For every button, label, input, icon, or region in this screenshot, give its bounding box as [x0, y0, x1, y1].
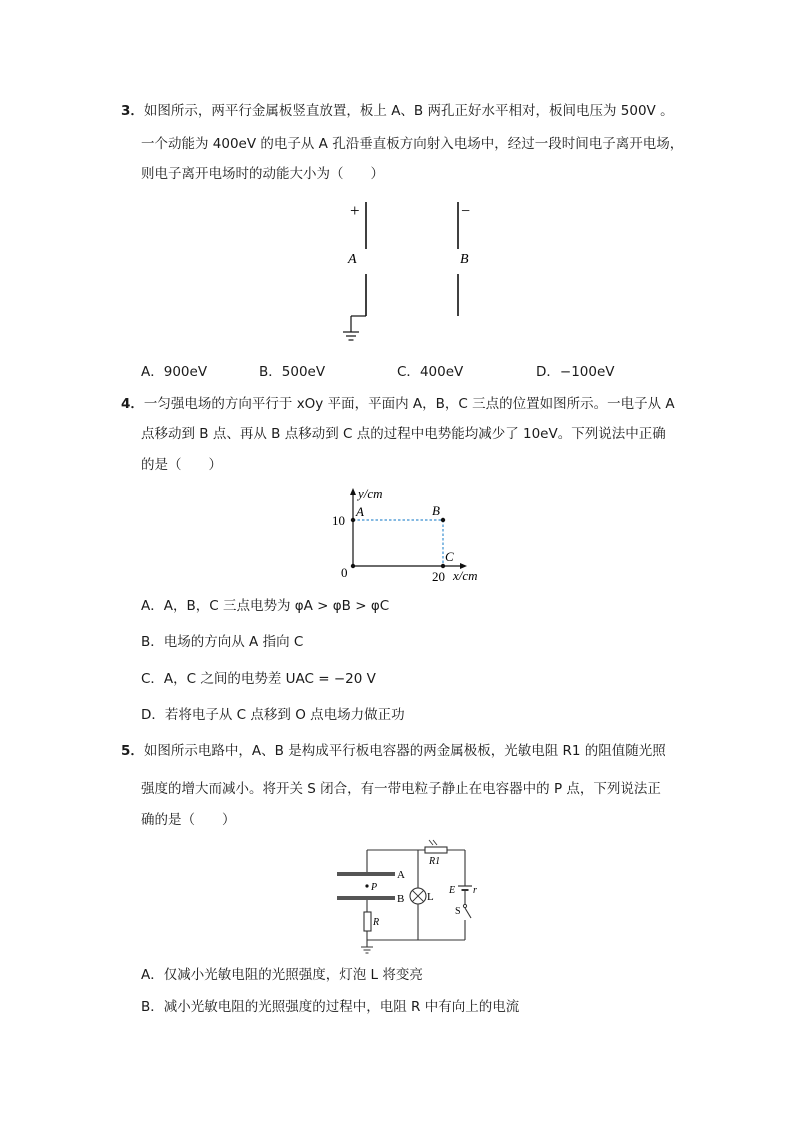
q4-origin-label: 0 — [341, 565, 348, 580]
q4-point-o — [351, 564, 355, 568]
q5-option-b-label: B． — [141, 999, 164, 1015]
q5-label-plate-b: B — [397, 893, 405, 905]
q3-minus-sign: − — [461, 203, 471, 220]
q3-option-d-text: −100eV — [559, 364, 615, 380]
q5-resistor-r — [364, 912, 371, 931]
q5-label-r1: R1 — [429, 856, 441, 867]
q5-stem-1: 如图所示电路中，A、B 是构成平行板电容器的两金属极板，光敏电阻 R1 的阻值随光照 — [143, 743, 666, 759]
q4-point-c — [441, 564, 445, 568]
q3-plus-sign: + — [350, 201, 360, 220]
q3-option-b-label: B． — [259, 364, 282, 380]
q4-label-b: B — [432, 503, 440, 518]
q5-line-1 — [121, 741, 666, 761]
q3-option-b-text: 500eV — [281, 364, 326, 380]
q5-option-a-text: 仅减小光敏电阻的光照强度，灯泡 L 将变亮 — [163, 967, 423, 983]
q3-line-3: 则电子离开电场时的动能大小为（ ） — [141, 166, 384, 182]
q5-label-s: S — [455, 906, 461, 917]
q4-option-d[interactable]: D．若将电子从 C 点移到 O 点电场力做正功 — [141, 707, 405, 723]
q5-line-3: 确的是（ ） — [141, 812, 236, 828]
q4-point-b — [441, 518, 445, 522]
q5-option-b[interactable] — [141, 997, 519, 1017]
q5-plate-b — [337, 896, 395, 900]
q3-line-1 — [121, 101, 674, 121]
q3-option-c-text: 400eV — [419, 364, 464, 380]
q5-label-plate-a: A — [397, 869, 405, 881]
q3-option-b[interactable] — [259, 362, 325, 382]
q4-line-3: 的是（ ） — [141, 457, 222, 473]
q5-plate-a — [337, 872, 395, 876]
q4-y-tick-label: 10 — [332, 513, 345, 528]
q3-label-b: B — [460, 252, 469, 267]
q5-option-a[interactable] — [141, 965, 423, 985]
q3-plates-figure — [340, 196, 480, 346]
q4-number: 4． — [121, 396, 144, 412]
q3-option-d-label: D． — [536, 364, 560, 380]
q5-option-a-label: A． — [141, 967, 164, 983]
q5-option-b-text: 减小光敏电阻的光照强度的过程中，电阻 R 中有向上的电流 — [163, 999, 520, 1015]
q5-photoresistor — [425, 847, 447, 853]
q4-label-c: C — [445, 549, 454, 564]
q5-label-p: P — [371, 882, 378, 893]
q4-option-a[interactable]: A．A，B，C 三点电势为 φA > φB > φC — [141, 598, 390, 614]
q5-line-2: 强度的增大而减小。将开关 S 闭合，有一带电粒子静止在电容器中的 P 点，下列说法正 — [141, 781, 661, 797]
q3-line-2: 一个动能为 400eV 的电子从 A 孔沿垂直板方向射入电场中，经过一段时间电子离开电场， — [141, 136, 684, 152]
q3-number: 3． — [121, 103, 144, 119]
q4-y-axis-label: y/cm — [358, 486, 383, 501]
q5-number: 5． — [121, 743, 144, 759]
q4-x-tick-label: 20 — [432, 569, 445, 584]
q4-option-b[interactable]: B．电场的方向从 A 指向 C — [141, 634, 304, 650]
q4-option-c[interactable]: C．A，C 之间的电势差 UAC = −20 V — [141, 671, 376, 687]
q3-label-a: A — [348, 252, 357, 267]
q3-stem-1: 如图所示，两平行金属板竖直放置，板上 A、B 两孔正好水平相对，板间电压为 500V 。 — [143, 103, 674, 119]
q5-circuit-figure — [325, 838, 485, 958]
q3-option-a-label: A． — [141, 364, 164, 380]
q3-option-c-label: C． — [397, 364, 420, 380]
q4-point-a — [351, 518, 355, 522]
q4-line-1 — [121, 394, 675, 414]
q5-label-e: E — [449, 885, 456, 896]
q3-option-a[interactable] — [141, 362, 207, 382]
q3-option-a-text: 900eV — [163, 364, 208, 380]
q4-label-a: A — [356, 504, 364, 519]
q3-option-d[interactable] — [536, 362, 615, 382]
q5-switch-s — [465, 908, 471, 918]
q5-label-l: L — [427, 891, 434, 903]
q4-line-2: 点移动到 B 点、再从 B 点移动到 C 点的过程中电势能均减少了 10eV。下列说法中正确 — [141, 426, 666, 442]
q4-x-axis-label: x/cm — [453, 568, 478, 583]
q3-option-c[interactable] — [397, 362, 463, 382]
q5-label-r-internal: r — [473, 885, 477, 896]
q4-coordinate-figure — [325, 484, 495, 586]
q4-stem-1: 一匀强电场的方向平行于 xOy 平面，平面内 A，B，C 三点的位置如图所示。一电子从 A — [143, 396, 675, 412]
q5-label-r: R — [373, 917, 380, 928]
